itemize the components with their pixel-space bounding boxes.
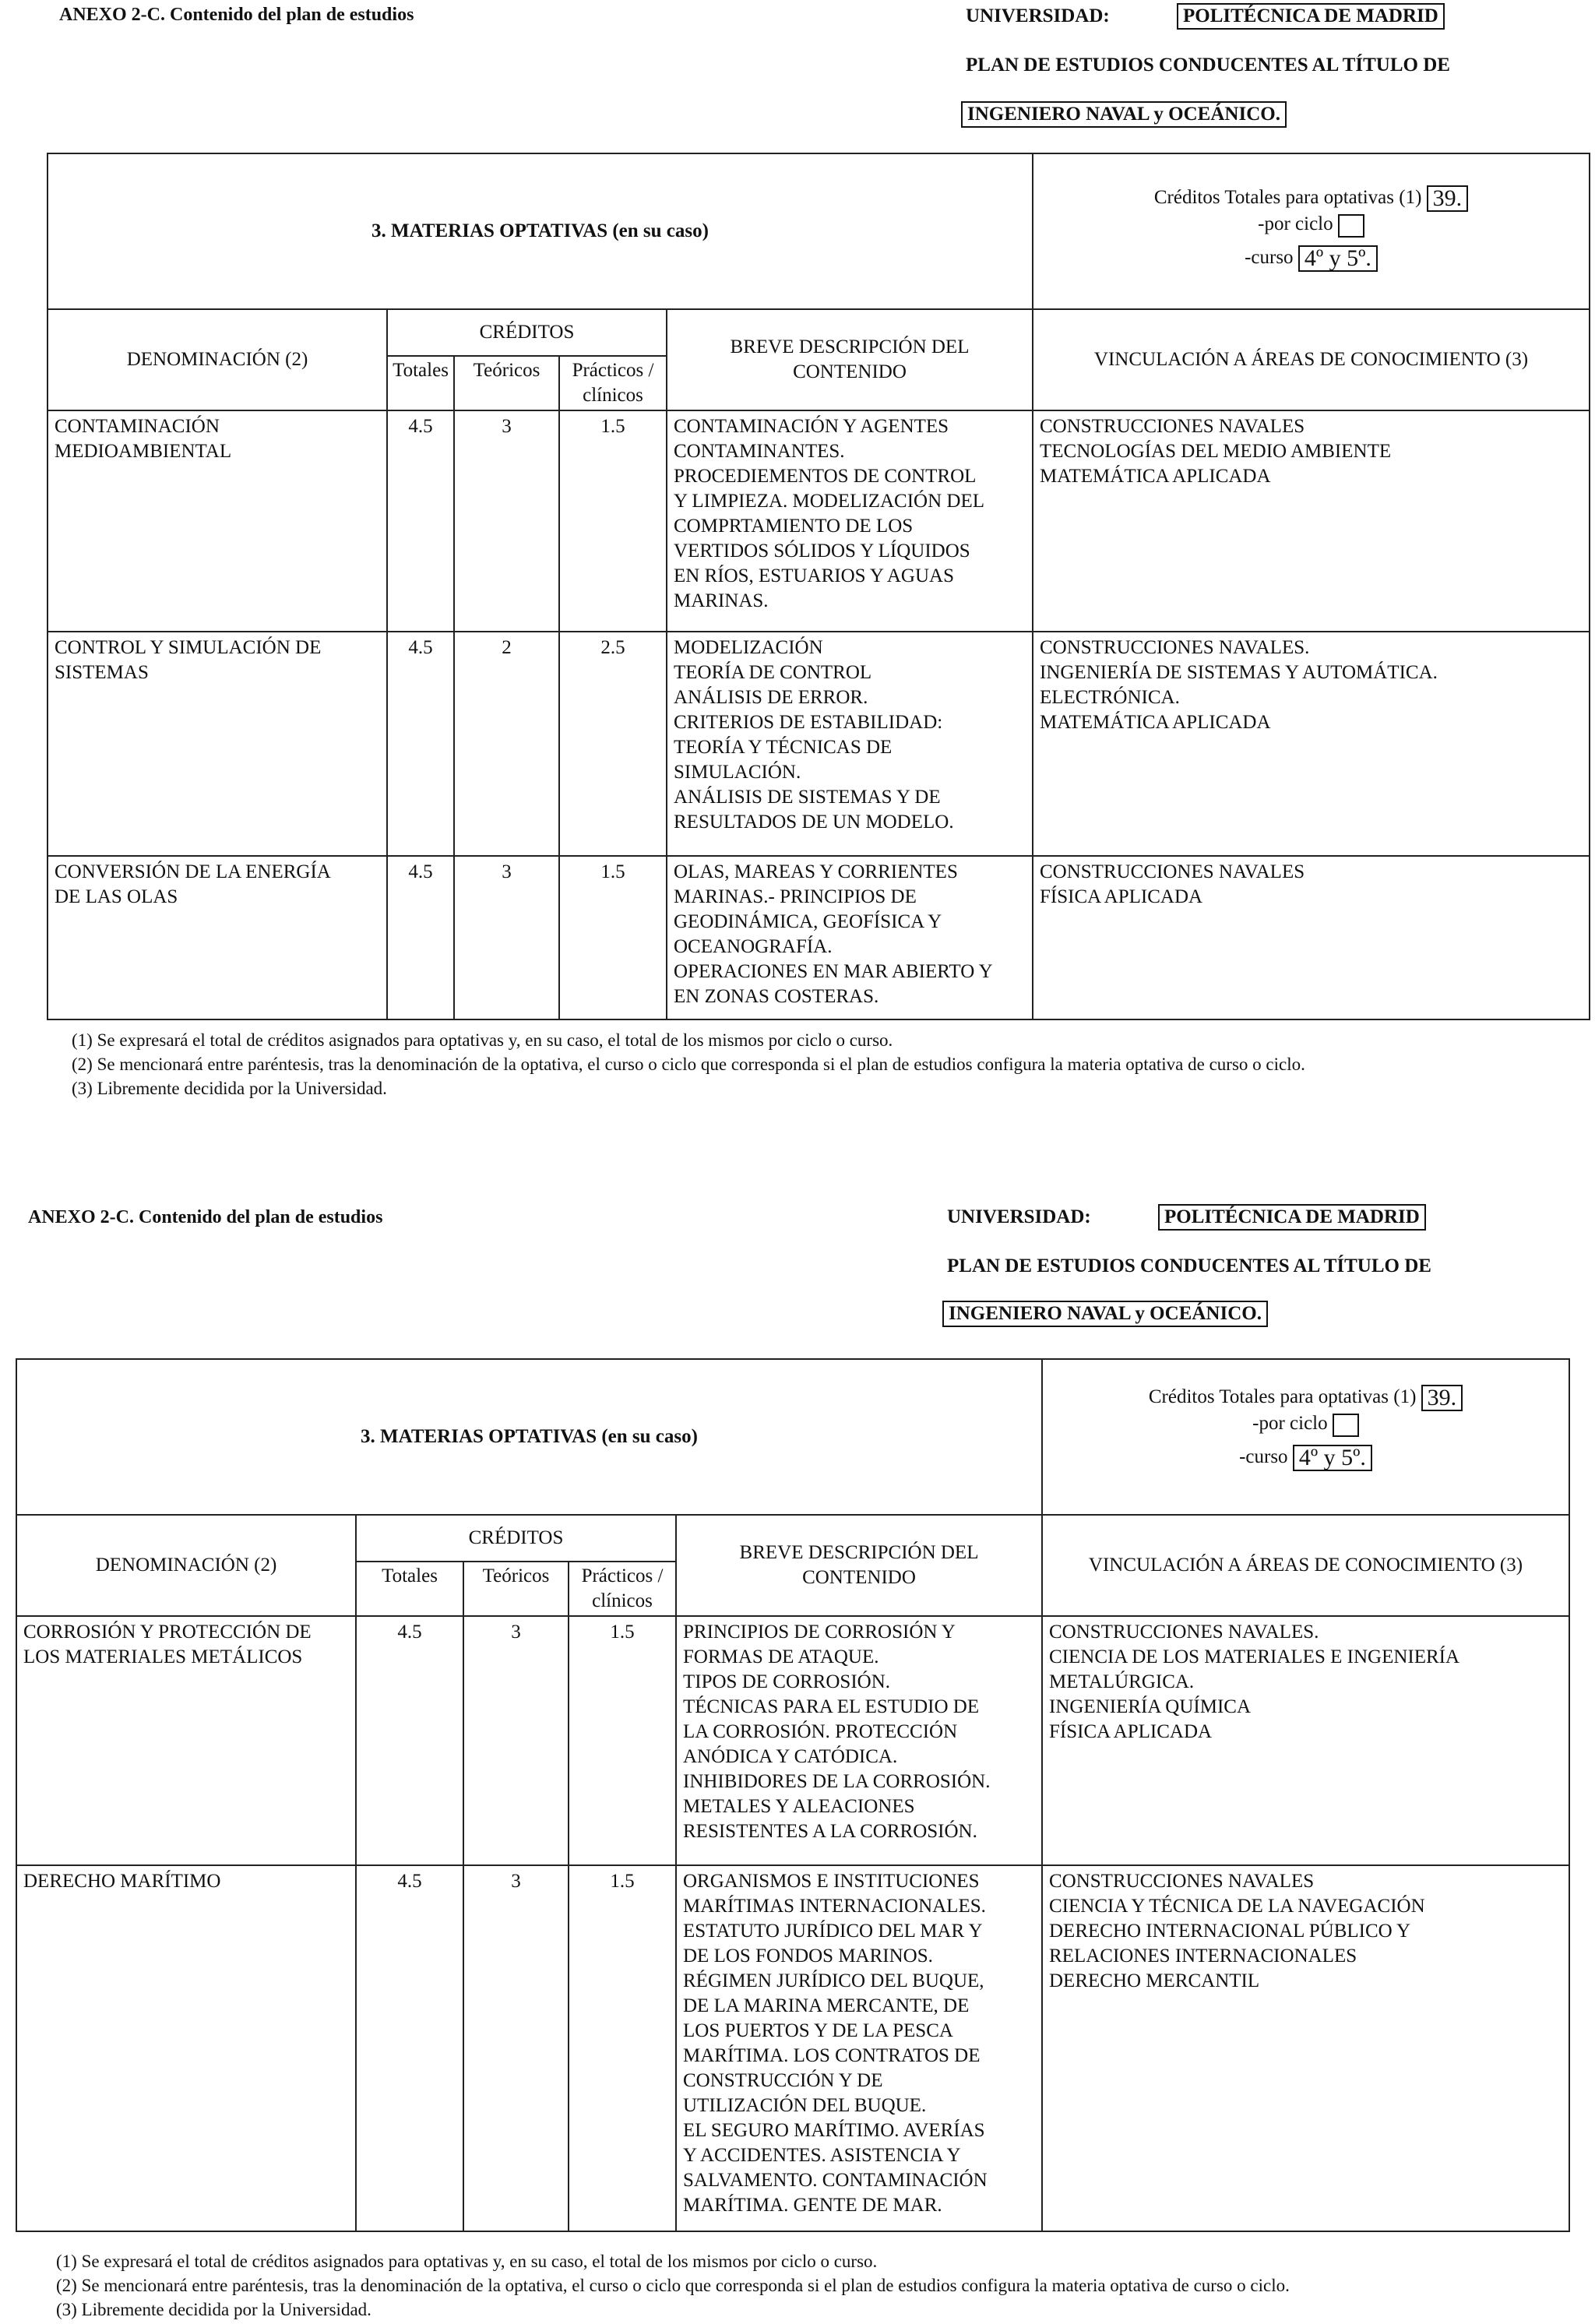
table-row [48, 632, 1590, 856]
subject-description: MODELIZACIÓN TEORÍA DE CONTROL ANÁLISIS DE ERROR. CRITERIOS DE ESTABILIDAD: TEORÍA Y TÉCNICAS DE SIMULACIÓN. ANÁLISIS DE SISTEMAS Y DE RESULTADOS DE UN MODELO. [667, 632, 1033, 856]
subject-name: CORROSIÓN Y PROTECCIÓN DE LOS MATERIALES METÁLICOS [16, 1616, 356, 1865]
footnotes [56, 2249, 1290, 2322]
curso-label: -curso [1239, 1445, 1288, 1467]
degree-value-line [942, 1301, 1268, 1327]
subject-description: ORGANISMOS E INSTITUCIONES MARÍTIMAS INTERNACIONALES. ESTATUTO JURÍDICO DEL MAR Y DE LOS FONDOS MARINOS. RÉGIMEN JURÍDICO DEL BUQUE, DE LA MARINA MERCANTE, DE LOS PUERTOS Y DE LA PESCA MARÍTIMA. LOS CONTRATOS DE CONSTRUCCIÓN Y DE UTILIZACIÓN DEL BUQUE. EL SEGURO MARÍTIMO. AVERÍAS Y ACCIDENTES. ASISTENCIA Y SALVAMENTO. CONTAMINACIÓN MARÍTIMA. GENTE DE MAR. [676, 1865, 1042, 2231]
credits-total-value: 39. [1427, 185, 1469, 212]
credits-teoricos: 3 [463, 1616, 569, 1865]
degree-value-line [961, 101, 1287, 128]
table-row [16, 1616, 1569, 1865]
header-vinculacion: VINCULACIÓN A ÁREAS DE CONOCIMIENTO (3) [1033, 309, 1590, 410]
credits-totales: 4.5 [356, 1865, 463, 2231]
plan-label: PLAN DE ESTUDIOS CONDUCENTES AL TÍTULO DE [966, 55, 1450, 76]
footnote-2: (2) Se mencionará entre paréntesis, tras la denominación de la optativa, el curso o ciclo que corresponda si el plan de estudios configura la materia optativa de curso o ciclo. [72, 1055, 1305, 1074]
credits-total-label: Créditos Totales para optativas (1) [1148, 1386, 1417, 1407]
subject-areas: CONSTRUCCIONES NAVALES TECNOLOGÍAS DEL MEDIO AMBIENTE MATEMÁTICA APLICADA [1033, 410, 1590, 632]
optativas-table [16, 1358, 1570, 2232]
credits-box [1033, 153, 1590, 309]
subject-areas: CONSTRUCCIONES NAVALES. INGENIERÍA DE SISTEMAS Y AUTOMÁTICA. ELECTRÓNICA. MATEMÁTICA APLICADA [1033, 632, 1590, 856]
header-descripcion: BREVE DESCRIPCIÓN DEL CONTENIDO [676, 1515, 1042, 1616]
credits-practicos: 1.5 [559, 410, 667, 632]
por-ciclo-value [1333, 1414, 1359, 1437]
por-ciclo-label: -por ciclo [1258, 213, 1333, 235]
header-creditos: CRÉDITOS [387, 309, 667, 356]
plan-label: PLAN DE ESTUDIOS CONDUCENTES AL TÍTULO DE [947, 1255, 1431, 1276]
university-value: POLITÉCNICA DE MADRID [1158, 1204, 1426, 1231]
credits-totales: 4.5 [387, 410, 454, 632]
header-teoricos: Teóricos [463, 1562, 569, 1616]
header-creditos: CRÉDITOS [356, 1515, 676, 1562]
footnote-3: (3) Libremente decidida por la Universidad. [72, 1079, 387, 1098]
subject-name: CONTAMINACIÓN MEDIOAMBIENTAL [48, 410, 387, 632]
subject-description: OLAS, MAREAS Y CORRIENTES MARINAS.- PRINCIPIOS DE GEODINÁMICA, GEOFÍSICA Y OCEANOGRAFÍA. OPERACIONES EN MAR ABIERTO Y EN ZONAS COSTERAS. [667, 856, 1033, 1019]
credits-teoricos: 2 [454, 632, 559, 856]
degree-value: INGENIERO NAVAL y OCEÁNICO. [942, 1301, 1268, 1327]
optativas-table [47, 153, 1590, 1020]
table-row [16, 1865, 1569, 2231]
footnotes [72, 1028, 1305, 1100]
table-row [48, 410, 1590, 632]
curso-label: -curso [1245, 246, 1294, 268]
credits-practicos: 1.5 [569, 1616, 676, 1865]
footnote-1: (1) Se expresará el total de créditos asignados para optativas y, en su caso, el total de los mismos por ciclo o curso. [72, 1030, 893, 1050]
footnote-1: (1) Se expresará el total de créditos asignados para optativas y, en su caso, el total de los mismos por ciclo o curso. [56, 2252, 878, 2271]
credits-total-label: Créditos Totales para optativas (1) [1153, 187, 1422, 208]
subject-areas: CONSTRUCCIONES NAVALES. CIENCIA DE LOS MATERIALES E INGENIERÍA METALÚRGICA. INGENIERÍA QUÍMICA FÍSICA APLICADA [1042, 1616, 1569, 1865]
por-ciclo-label: -por ciclo [1252, 1413, 1328, 1435]
credits-total-value: 39. [1421, 1385, 1463, 1411]
header-denominacion: DENOMINACIÓN (2) [48, 309, 387, 410]
curso-value: 4º y 5º. [1298, 245, 1378, 272]
header-practicos: Prácticos / clínicos [559, 356, 667, 410]
university-line [947, 1204, 1426, 1231]
degree-value: INGENIERO NAVAL y OCEÁNICO. [961, 101, 1287, 128]
subject-description: CONTAMINACIÓN Y AGENTES CONTAMINANTES. PROCEDIEMENTOS DE CONTROL Y LIMPIEZA. MODELIZACIÓN DEL COMPRTAMIENTO DE LOS VERTIDOS SÓLIDOS Y LÍQUIDOS EN RÍOS, ESTUARIOS Y AGUAS MARINAS. [667, 410, 1033, 632]
curso-value: 4º y 5º. [1293, 1445, 1372, 1471]
university-line [966, 3, 1445, 30]
header-totales: Totales [356, 1562, 463, 1616]
credits-box [1042, 1359, 1569, 1515]
header-teoricos: Teóricos [454, 356, 559, 410]
credits-teoricos: 3 [454, 410, 559, 632]
credits-practicos: 1.5 [569, 1865, 676, 2231]
subject-name: CONVERSIÓN DE LA ENERGÍA DE LAS OLAS [48, 856, 387, 1019]
section-title: 3. MATERIAS OPTATIVAS (en su caso) [48, 153, 1033, 309]
table-row [48, 856, 1590, 1019]
credits-practicos: 2.5 [559, 632, 667, 856]
subject-areas: CONSTRUCCIONES NAVALES FÍSICA APLICADA [1033, 856, 1590, 1019]
annex-label: ANEXO 2-C. Contenido del plan de estudios [28, 1207, 383, 1227]
annex-label: ANEXO 2-C. Contenido del plan de estudios [59, 5, 414, 25]
credits-teoricos: 3 [454, 856, 559, 1019]
por-ciclo-value [1338, 214, 1364, 238]
credits-totales: 4.5 [356, 1616, 463, 1865]
footnote-3: (3) Libremente decidida por la Universidad. [56, 2300, 371, 2319]
credits-practicos: 1.5 [559, 856, 667, 1019]
page-1 [0, 0, 1595, 1137]
university-label: UNIVERSIDAD: [966, 5, 1110, 26]
university-label: UNIVERSIDAD: [947, 1206, 1091, 1227]
header-denominacion: DENOMINACIÓN (2) [16, 1515, 356, 1616]
page-2 [0, 1199, 1595, 2324]
header-practicos: Prácticos / clínicos [569, 1562, 676, 1616]
subject-description: PRINCIPIOS DE CORROSIÓN Y FORMAS DE ATAQUE. TIPOS DE CORROSIÓN. TÉCNICAS PARA EL ESTUDIO DE LA CORROSIÓN. PROTECCIÓN ANÓDICA Y CATÓDICA. INHIBIDORES DE LA CORROSIÓN. METALES Y ALEACIONES RESISTENTES A LA CORROSIÓN. [676, 1616, 1042, 1865]
subject-name: DERECHO MARÍTIMO [16, 1865, 356, 2231]
subject-areas: CONSTRUCCIONES NAVALES CIENCIA Y TÉCNICA DE LA NAVEGACIÓN DERECHO INTERNACIONAL PÚBLICO Y RELACIONES INTERNACIONALES DERECHO MERCANTIL [1042, 1865, 1569, 2231]
subject-name: CONTROL Y SIMULACIÓN DE SISTEMAS [48, 632, 387, 856]
header-vinculacion: VINCULACIÓN A ÁREAS DE CONOCIMIENTO (3) [1042, 1515, 1569, 1616]
footnote-2: (2) Se mencionará entre paréntesis, tras la denominación de la optativa, el curso o ciclo que corresponda si el plan de estudios configura la materia optativa de curso o ciclo. [56, 2276, 1290, 2295]
section-title: 3. MATERIAS OPTATIVAS (en su caso) [16, 1359, 1042, 1515]
header-descripcion: BREVE DESCRIPCIÓN DEL CONTENIDO [667, 309, 1033, 410]
credits-totales: 4.5 [387, 632, 454, 856]
university-value: POLITÉCNICA DE MADRID [1177, 3, 1445, 30]
credits-totales: 4.5 [387, 856, 454, 1019]
header-totales: Totales [387, 356, 454, 410]
credits-teoricos: 3 [463, 1865, 569, 2231]
